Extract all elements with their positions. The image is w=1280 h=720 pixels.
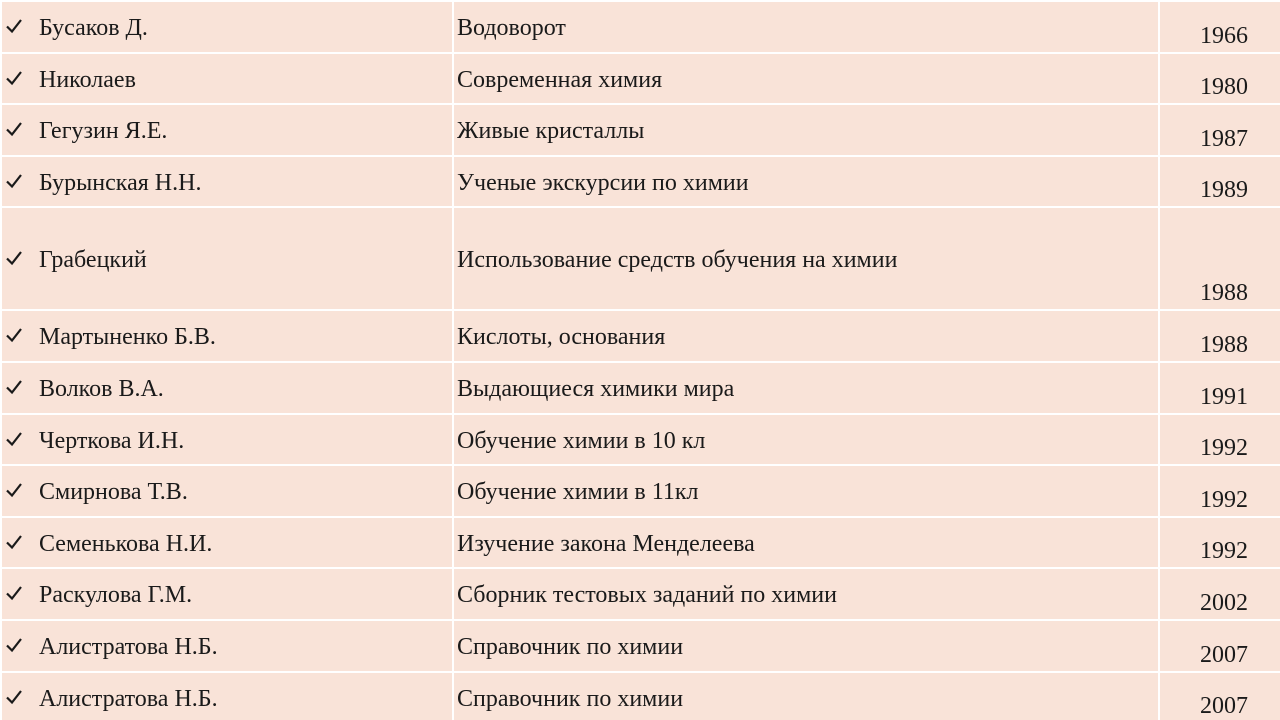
author-cell (1, 414, 453, 466)
author-name: Волков В.А. (39, 375, 164, 402)
author-cell (1, 53, 453, 105)
book-title: Выдающиеся химики мира (457, 375, 735, 402)
title-cell (453, 207, 1159, 310)
checkmark-icon (5, 430, 23, 448)
table-row (1, 362, 1280, 414)
author-cell (1, 310, 453, 362)
table-row (1, 53, 1280, 105)
author-cell (1, 1, 453, 53)
title-cell (453, 310, 1159, 362)
title-cell (453, 465, 1159, 517)
book-title: Справочник по химии (457, 633, 684, 660)
book-title: Современная химия (457, 66, 663, 93)
author-name: Раскулова Г.М. (39, 582, 193, 609)
title-cell (453, 517, 1159, 569)
table-row (1, 414, 1280, 466)
book-list-body (1, 1, 1280, 720)
publication-year: 1991 (1200, 383, 1248, 410)
author-name: Алистратова Н.Б. (39, 633, 218, 660)
year-cell (1159, 620, 1280, 672)
title-cell (453, 414, 1159, 466)
book-title: Обучение химии в 10 кл (457, 427, 706, 454)
checkmark-icon (5, 636, 23, 654)
publication-year: 1980 (1200, 74, 1248, 101)
author-name: Николаев (39, 66, 136, 93)
publication-year: 2007 (1200, 641, 1248, 668)
author-name: Черткова И.Н. (39, 427, 185, 454)
author-name: Бурынская Н.Н. (39, 169, 202, 196)
author-cell (1, 207, 453, 310)
author-name: Смирнова Т.В. (39, 479, 188, 506)
author-name: Алистратова Н.Б. (39, 685, 218, 712)
table-row (1, 620, 1280, 672)
year-cell (1159, 517, 1280, 569)
title-cell (453, 620, 1159, 672)
year-cell (1159, 53, 1280, 105)
table-row (1, 207, 1280, 310)
author-cell (1, 672, 453, 720)
table-row (1, 104, 1280, 156)
year-cell (1159, 672, 1280, 720)
table-row (1, 517, 1280, 569)
publication-year: 1987 (1200, 125, 1248, 152)
table-row (1, 465, 1280, 517)
checkmark-icon (5, 481, 23, 499)
author-cell (1, 517, 453, 569)
book-title: Ученые экскурсии по химии (457, 169, 749, 196)
checkmark-icon (5, 584, 23, 602)
book-title: Обучение химии в 11кл (457, 479, 699, 506)
table-row (1, 1, 1280, 53)
author-name: Грабецкий (39, 247, 147, 274)
checkmark-icon (5, 378, 23, 396)
table-row (1, 310, 1280, 362)
book-title: Справочник по химии (457, 685, 684, 712)
checkmark-icon (5, 688, 23, 706)
publication-year: 2002 (1200, 589, 1248, 616)
checkmark-icon (5, 69, 23, 87)
publication-year: 1992 (1200, 538, 1248, 565)
book-title: Живые кристаллы (457, 118, 645, 145)
author-name: Семенькова Н.И. (39, 530, 213, 557)
author-cell (1, 620, 453, 672)
book-title: Сборник тестовых заданий по химии (457, 582, 837, 609)
year-cell (1159, 156, 1280, 208)
title-cell (453, 672, 1159, 720)
checkmark-icon (5, 120, 23, 138)
title-cell (453, 104, 1159, 156)
author-cell (1, 362, 453, 414)
year-cell (1159, 104, 1280, 156)
publication-year: 1988 (1200, 331, 1248, 358)
table-row (1, 156, 1280, 208)
publication-year: 1966 (1200, 22, 1248, 49)
checkmark-icon (5, 533, 23, 551)
year-cell (1159, 568, 1280, 620)
author-cell (1, 156, 453, 208)
title-cell (453, 568, 1159, 620)
year-cell (1159, 310, 1280, 362)
author-name: Бусаков Д. (39, 15, 148, 41)
year-cell (1159, 207, 1280, 310)
publication-year: 1992 (1200, 435, 1248, 462)
year-cell (1159, 1, 1280, 53)
title-cell (453, 362, 1159, 414)
table-row (1, 672, 1280, 720)
publication-year: 1989 (1200, 177, 1248, 204)
author-name: Мартыненко Б.В. (39, 324, 216, 351)
year-cell (1159, 414, 1280, 466)
checkmark-icon (5, 17, 23, 35)
publication-year: 2007 (1200, 693, 1248, 720)
publication-year: 1988 (1200, 280, 1248, 307)
author-cell (1, 104, 453, 156)
title-cell (453, 156, 1159, 208)
year-cell (1159, 465, 1280, 517)
checkmark-icon (5, 326, 23, 344)
checkmark-icon (5, 249, 23, 267)
author-cell (1, 568, 453, 620)
checkmark-icon (5, 172, 23, 190)
title-cell (453, 1, 1159, 53)
book-title: Изучение закона Менделеева (457, 530, 755, 557)
table-row (1, 568, 1280, 620)
year-cell (1159, 362, 1280, 414)
publication-year: 1992 (1200, 486, 1248, 513)
book-title: Использование средств обучения на химии (457, 247, 898, 274)
book-title: Кислоты, основания (457, 324, 666, 351)
title-cell (453, 53, 1159, 105)
author-name: Гегузин Я.Е. (39, 118, 168, 145)
author-cell (1, 465, 453, 517)
book-title: Водоворот (457, 15, 566, 41)
